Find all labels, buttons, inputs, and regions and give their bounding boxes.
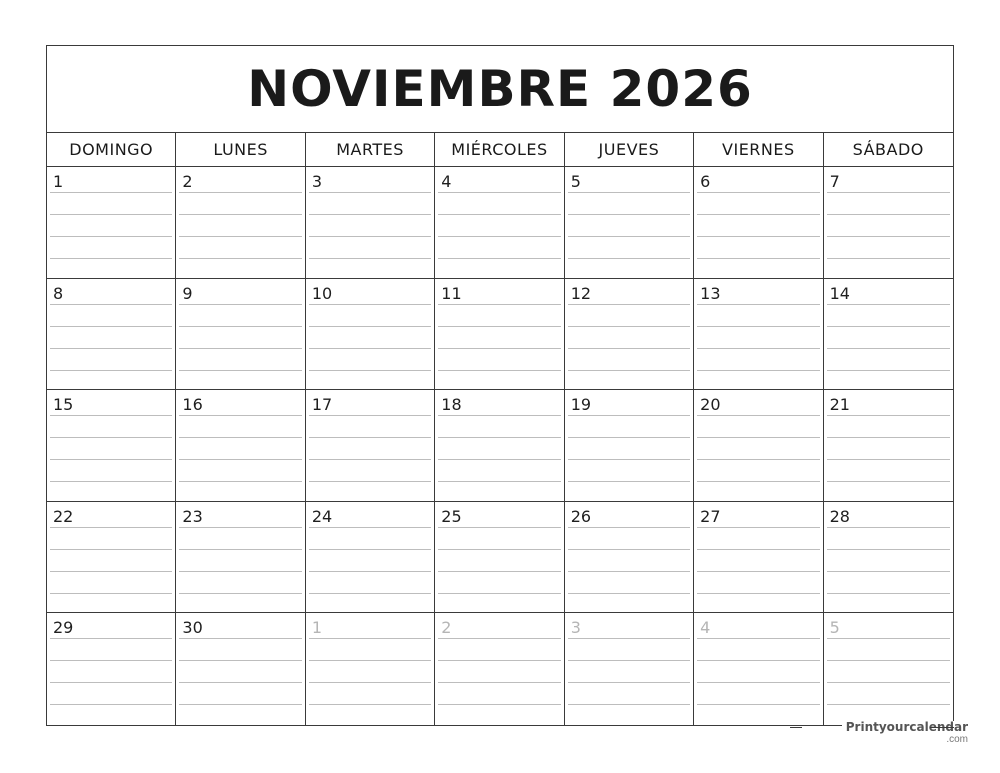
writing-line xyxy=(50,348,172,349)
day-cell xyxy=(435,167,564,279)
writing-line xyxy=(697,192,819,193)
day-cell-other-month xyxy=(435,613,564,725)
writing-line xyxy=(438,660,560,661)
writing-line xyxy=(309,415,431,416)
day-cell xyxy=(435,502,564,614)
writing-line xyxy=(438,593,560,594)
writing-line xyxy=(827,660,950,661)
writing-line xyxy=(827,258,950,259)
writing-line xyxy=(179,437,301,438)
writing-line xyxy=(50,527,172,528)
day-cell xyxy=(694,502,823,614)
writing-line xyxy=(697,370,819,371)
footer-divider-left xyxy=(790,727,802,728)
day-cell xyxy=(565,502,694,614)
day-number: 3 xyxy=(570,618,581,638)
writing-line xyxy=(568,571,690,572)
writing-line xyxy=(50,214,172,215)
day-cell xyxy=(176,279,305,391)
day-number: 21 xyxy=(829,395,850,415)
writing-line xyxy=(179,326,301,327)
writing-line xyxy=(697,593,819,594)
writing-line xyxy=(309,192,431,193)
writing-line xyxy=(179,527,301,528)
writing-line xyxy=(438,437,560,438)
writing-line xyxy=(827,682,950,683)
day-cell-other-month xyxy=(565,613,694,725)
writing-line xyxy=(568,660,690,661)
writing-line xyxy=(697,304,819,305)
day-number: 19 xyxy=(570,395,592,415)
day-number: 23 xyxy=(182,506,203,526)
day-number: 15 xyxy=(53,395,74,415)
day-cell xyxy=(824,390,953,502)
day-number: 30 xyxy=(182,618,203,638)
day-number: 12 xyxy=(570,283,592,303)
day-number: 1 xyxy=(53,172,64,191)
day-number: 5 xyxy=(570,172,581,191)
writing-line xyxy=(827,481,950,482)
day-cell xyxy=(694,279,823,391)
writing-line xyxy=(568,258,690,259)
writing-line xyxy=(309,214,431,215)
writing-line xyxy=(438,214,560,215)
writing-line xyxy=(568,593,690,594)
day-cell xyxy=(47,502,176,614)
writing-line xyxy=(50,704,172,705)
writing-line xyxy=(697,214,819,215)
writing-line xyxy=(309,236,431,237)
weekday-saturday: SÁBADO xyxy=(852,140,924,159)
writing-line xyxy=(438,415,560,416)
day-number: 7 xyxy=(829,172,840,191)
writing-line xyxy=(309,638,431,639)
writing-line xyxy=(697,415,819,416)
writing-line xyxy=(568,638,690,639)
writing-line xyxy=(568,437,690,438)
writing-line xyxy=(50,638,172,639)
day-cell xyxy=(824,167,953,279)
day-cell xyxy=(306,502,435,614)
weekday-friday: VIERNES xyxy=(694,133,823,166)
writing-line xyxy=(697,682,819,683)
writing-line xyxy=(568,459,690,460)
writing-line xyxy=(179,593,301,594)
writing-line xyxy=(179,660,301,661)
writing-line xyxy=(827,527,950,528)
day-grid xyxy=(47,167,953,725)
writing-line xyxy=(568,549,690,550)
writing-line xyxy=(568,214,690,215)
weekday-monday: LUNES xyxy=(176,133,305,166)
writing-line xyxy=(438,348,560,349)
day-number: 3 xyxy=(311,172,323,191)
writing-line xyxy=(50,236,172,237)
writing-line xyxy=(50,437,172,438)
day-number: 4 xyxy=(441,172,452,191)
writing-line xyxy=(438,459,560,460)
writing-line xyxy=(438,527,560,528)
writing-line xyxy=(50,481,172,482)
writing-line xyxy=(568,704,690,705)
writing-line xyxy=(568,304,690,305)
writing-line xyxy=(697,527,819,528)
writing-line xyxy=(697,660,819,661)
day-number: 27 xyxy=(700,506,721,526)
writing-line xyxy=(568,192,690,193)
writing-line xyxy=(697,459,819,460)
day-cell-other-month xyxy=(306,613,435,725)
footer-divider-right xyxy=(930,727,954,728)
writing-line xyxy=(179,682,301,683)
writing-line xyxy=(309,571,431,572)
writing-line xyxy=(309,481,431,482)
writing-line xyxy=(50,370,172,371)
day-number: 4 xyxy=(700,618,711,638)
writing-line xyxy=(568,326,690,327)
writing-line xyxy=(438,258,560,259)
writing-line xyxy=(50,304,172,305)
day-cell xyxy=(176,502,305,614)
day-number: 16 xyxy=(182,395,203,415)
day-cell xyxy=(694,390,823,502)
day-cell xyxy=(435,390,564,502)
writing-line xyxy=(179,370,301,371)
writing-line xyxy=(179,549,301,550)
day-number: 29 xyxy=(53,618,74,638)
day-number: 6 xyxy=(700,172,711,191)
writing-line xyxy=(50,682,172,683)
brand-name: Printyourcalendar xyxy=(845,720,968,734)
weekday-tuesday: MARTES xyxy=(306,133,435,166)
writing-line xyxy=(438,549,560,550)
writing-line xyxy=(179,214,301,215)
day-number: 13 xyxy=(700,283,721,303)
writing-line xyxy=(827,549,950,550)
writing-line xyxy=(309,258,431,259)
day-cell xyxy=(47,613,176,725)
day-cell xyxy=(47,279,176,391)
weekday-header xyxy=(47,133,953,167)
day-number: 2 xyxy=(182,172,193,191)
day-number: 26 xyxy=(570,506,592,526)
day-cell-other-month xyxy=(824,613,953,725)
writing-line xyxy=(827,192,950,193)
day-cell xyxy=(47,390,176,502)
writing-line xyxy=(827,437,950,438)
day-number: 24 xyxy=(311,506,333,526)
day-number: 17 xyxy=(311,395,333,415)
writing-line xyxy=(568,527,690,528)
writing-line xyxy=(50,593,172,594)
writing-line xyxy=(309,370,431,371)
day-number: 20 xyxy=(700,395,721,415)
writing-line xyxy=(697,236,819,237)
writing-line xyxy=(309,593,431,594)
writing-line xyxy=(697,549,819,550)
brand-logo xyxy=(842,721,972,745)
writing-line xyxy=(697,704,819,705)
writing-line xyxy=(827,459,950,460)
writing-line xyxy=(309,326,431,327)
writing-line xyxy=(827,326,950,327)
writing-line xyxy=(697,481,819,482)
writing-line xyxy=(438,236,560,237)
writing-line xyxy=(438,481,560,482)
writing-line xyxy=(50,326,172,327)
writing-line xyxy=(568,481,690,482)
weekday-sunday: DOMINGO xyxy=(47,133,176,166)
writing-line xyxy=(179,415,301,416)
writing-line xyxy=(309,437,431,438)
writing-line xyxy=(309,459,431,460)
day-cell xyxy=(176,390,305,502)
writing-line xyxy=(568,348,690,349)
writing-line xyxy=(179,304,301,305)
day-number: 5 xyxy=(829,618,840,638)
day-cell xyxy=(824,502,953,614)
writing-line xyxy=(568,236,690,237)
day-cell xyxy=(176,167,305,279)
writing-line xyxy=(697,348,819,349)
writing-line xyxy=(438,304,560,305)
day-cell xyxy=(306,167,435,279)
day-number: 2 xyxy=(441,618,452,638)
day-number: 1 xyxy=(311,618,323,638)
writing-line xyxy=(50,415,172,416)
calendar-title: NOVIEMBRE 2026 xyxy=(47,46,953,133)
writing-line xyxy=(697,638,819,639)
writing-line xyxy=(309,704,431,705)
day-cell xyxy=(565,390,694,502)
writing-line xyxy=(438,326,560,327)
day-cell xyxy=(47,167,176,279)
writing-line xyxy=(50,571,172,572)
writing-line xyxy=(179,258,301,259)
writing-line xyxy=(309,682,431,683)
writing-line xyxy=(827,236,950,237)
day-cell xyxy=(565,279,694,391)
writing-line xyxy=(438,638,560,639)
day-number: 28 xyxy=(829,506,850,526)
writing-line xyxy=(179,638,301,639)
day-cell xyxy=(694,167,823,279)
writing-line xyxy=(179,459,301,460)
writing-line xyxy=(179,192,301,193)
writing-line xyxy=(827,348,950,349)
writing-line xyxy=(438,192,560,193)
writing-line xyxy=(827,214,950,215)
writing-line xyxy=(179,571,301,572)
writing-line xyxy=(438,682,560,683)
brand-suffix: .com xyxy=(946,734,968,745)
writing-line xyxy=(438,571,560,572)
writing-line xyxy=(697,326,819,327)
writing-line xyxy=(827,638,950,639)
day-number: 25 xyxy=(441,506,462,526)
day-number: 22 xyxy=(53,506,74,526)
writing-line xyxy=(309,348,431,349)
writing-line xyxy=(179,236,301,237)
day-cell-other-month xyxy=(694,613,823,725)
day-number: 8 xyxy=(53,283,64,303)
writing-line xyxy=(827,370,950,371)
writing-line xyxy=(568,370,690,371)
writing-line xyxy=(179,481,301,482)
day-cell xyxy=(565,167,694,279)
writing-line xyxy=(50,549,172,550)
writing-line xyxy=(568,415,690,416)
day-number: 9 xyxy=(182,283,193,303)
writing-line xyxy=(50,459,172,460)
day-cell xyxy=(435,279,564,391)
writing-line xyxy=(827,304,950,305)
calendar xyxy=(46,45,954,726)
writing-line xyxy=(309,527,431,528)
writing-line xyxy=(568,682,690,683)
writing-line xyxy=(50,660,172,661)
writing-line xyxy=(827,704,950,705)
writing-line xyxy=(827,571,950,572)
writing-line xyxy=(309,660,431,661)
day-cell xyxy=(306,390,435,502)
day-number: 18 xyxy=(441,395,462,415)
writing-line xyxy=(179,704,301,705)
writing-line xyxy=(827,593,950,594)
writing-line xyxy=(438,704,560,705)
day-number: 10 xyxy=(311,283,333,303)
day-cell xyxy=(306,279,435,391)
weekday-wednesday: MIÉRCOLES xyxy=(435,133,564,166)
writing-line xyxy=(50,192,172,193)
writing-line xyxy=(697,437,819,438)
day-cell xyxy=(824,279,953,391)
day-cell xyxy=(176,613,305,725)
writing-line xyxy=(309,549,431,550)
writing-line xyxy=(697,258,819,259)
writing-line xyxy=(438,370,560,371)
day-number: 14 xyxy=(829,283,850,303)
writing-line xyxy=(827,415,950,416)
day-number: 11 xyxy=(441,283,462,303)
writing-line xyxy=(697,571,819,572)
weekday-thursday: JUEVES xyxy=(565,133,694,166)
writing-line xyxy=(179,348,301,349)
writing-line xyxy=(309,304,431,305)
writing-line xyxy=(50,258,172,259)
